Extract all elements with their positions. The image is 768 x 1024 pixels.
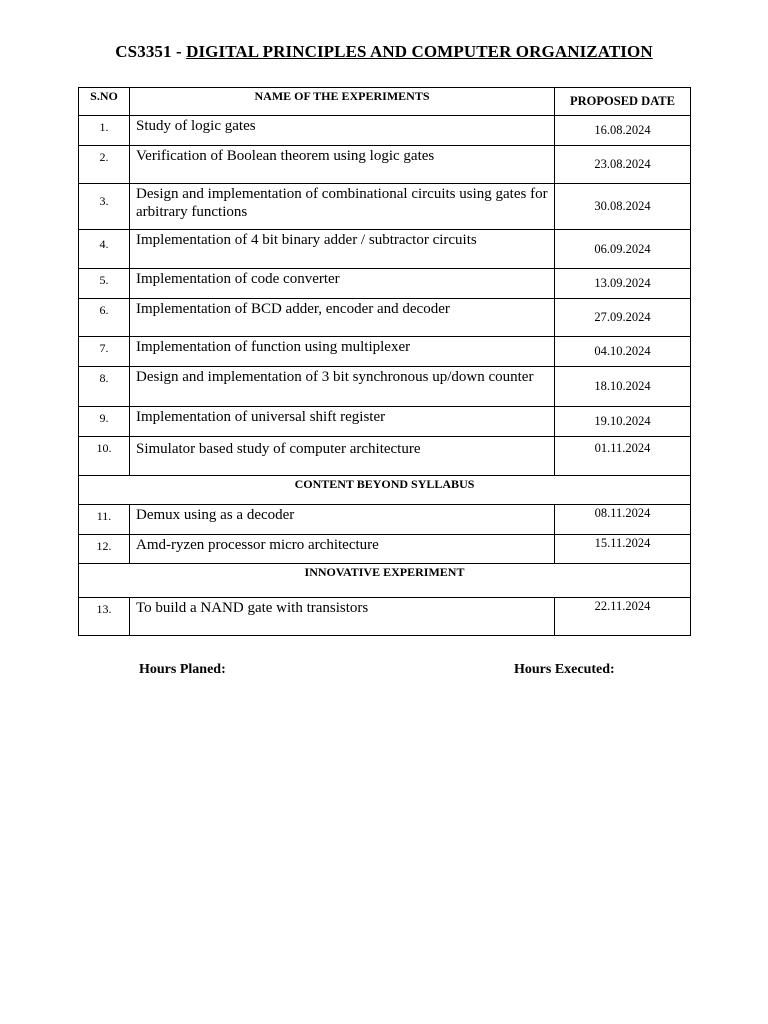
row-date: 22.11.2024 (555, 598, 691, 636)
header-row (79, 88, 691, 116)
section-row (79, 564, 691, 598)
course-name: DIGITAL PRINCIPLES AND COMPUTER ORGANIZATION (186, 42, 653, 61)
row-sno: 6. (79, 299, 130, 337)
hours-executed-label: Hours Executed: (514, 662, 615, 677)
table-row (79, 116, 691, 146)
row-date: 08.11.2024 (555, 505, 691, 535)
table-row (79, 598, 691, 636)
row-date: 13.09.2024 (555, 269, 691, 299)
hours-planned-label: Hours Planed: (139, 662, 226, 677)
table-row (79, 230, 691, 269)
row-sno: 10. (79, 437, 130, 476)
row-experiment: Simulator based study of computer architecture (130, 437, 555, 476)
row-date: 01.11.2024 (555, 437, 691, 476)
row-sno: 2. (79, 146, 130, 184)
table-row (79, 535, 691, 564)
table-row (79, 367, 691, 407)
table-row (79, 505, 691, 535)
header-sno: S.NO (79, 88, 130, 116)
row-sno: 11. (79, 505, 130, 535)
row-date: 23.08.2024 (555, 146, 691, 184)
row-date: 30.08.2024 (555, 184, 691, 230)
row-sno: 7. (79, 337, 130, 367)
header-name: NAME OF THE EXPERIMENTS (130, 88, 555, 116)
experiments-table (78, 87, 691, 636)
row-date: 27.09.2024 (555, 299, 691, 337)
row-sno: 8. (79, 367, 130, 407)
row-date: 16.08.2024 (555, 116, 691, 146)
row-date: 06.09.2024 (555, 230, 691, 269)
row-date: 15.11.2024 (555, 535, 691, 564)
row-sno: 5. (79, 269, 130, 299)
header-date: PROPOSED DATE (555, 88, 691, 116)
row-sno: 9. (79, 407, 130, 437)
row-experiment: Design and implementation of 3 bit synchronous up/down counter (130, 367, 555, 407)
row-experiment: Implementation of 4 bit binary adder / subtractor circuits (130, 230, 555, 269)
row-experiment: Design and implementation of combinational circuits using gates for arbitrary functions (130, 184, 555, 230)
section-innovative-experiment: INNOVATIVE EXPERIMENT (79, 564, 691, 598)
row-experiment: Implementation of universal shift register (130, 407, 555, 437)
row-experiment: Study of logic gates (130, 116, 555, 146)
table-row (79, 407, 691, 437)
row-sno: 12. (79, 535, 130, 564)
section-row (79, 476, 691, 505)
table-row (79, 269, 691, 299)
row-experiment: Implementation of function using multiplexer (130, 337, 555, 367)
row-experiment: To build a NAND gate with transistors (130, 598, 555, 636)
row-sno: 1. (79, 116, 130, 146)
row-experiment: Implementation of code converter (130, 269, 555, 299)
course-code: CS3351 - (115, 42, 187, 61)
row-experiment: Verification of Boolean theorem using logic gates (130, 146, 555, 184)
table-row (79, 184, 691, 230)
row-sno: 3. (79, 184, 130, 230)
row-experiment: Demux using as a decoder (130, 505, 555, 535)
row-sno: 4. (79, 230, 130, 269)
row-experiment: Amd-ryzen processor micro architecture (130, 535, 555, 564)
document-title (0, 42, 768, 62)
row-experiment: Implementation of BCD adder, encoder and decoder (130, 299, 555, 337)
row-date: 04.10.2024 (555, 337, 691, 367)
row-date: 19.10.2024 (555, 407, 691, 437)
row-sno: 13. (79, 598, 130, 636)
table-row (79, 299, 691, 337)
row-date: 18.10.2024 (555, 367, 691, 407)
section-content-beyond-syllabus: CONTENT BEYOND SYLLABUS (79, 476, 691, 505)
table-row (79, 337, 691, 367)
table-row (79, 146, 691, 184)
table-row (79, 437, 691, 476)
